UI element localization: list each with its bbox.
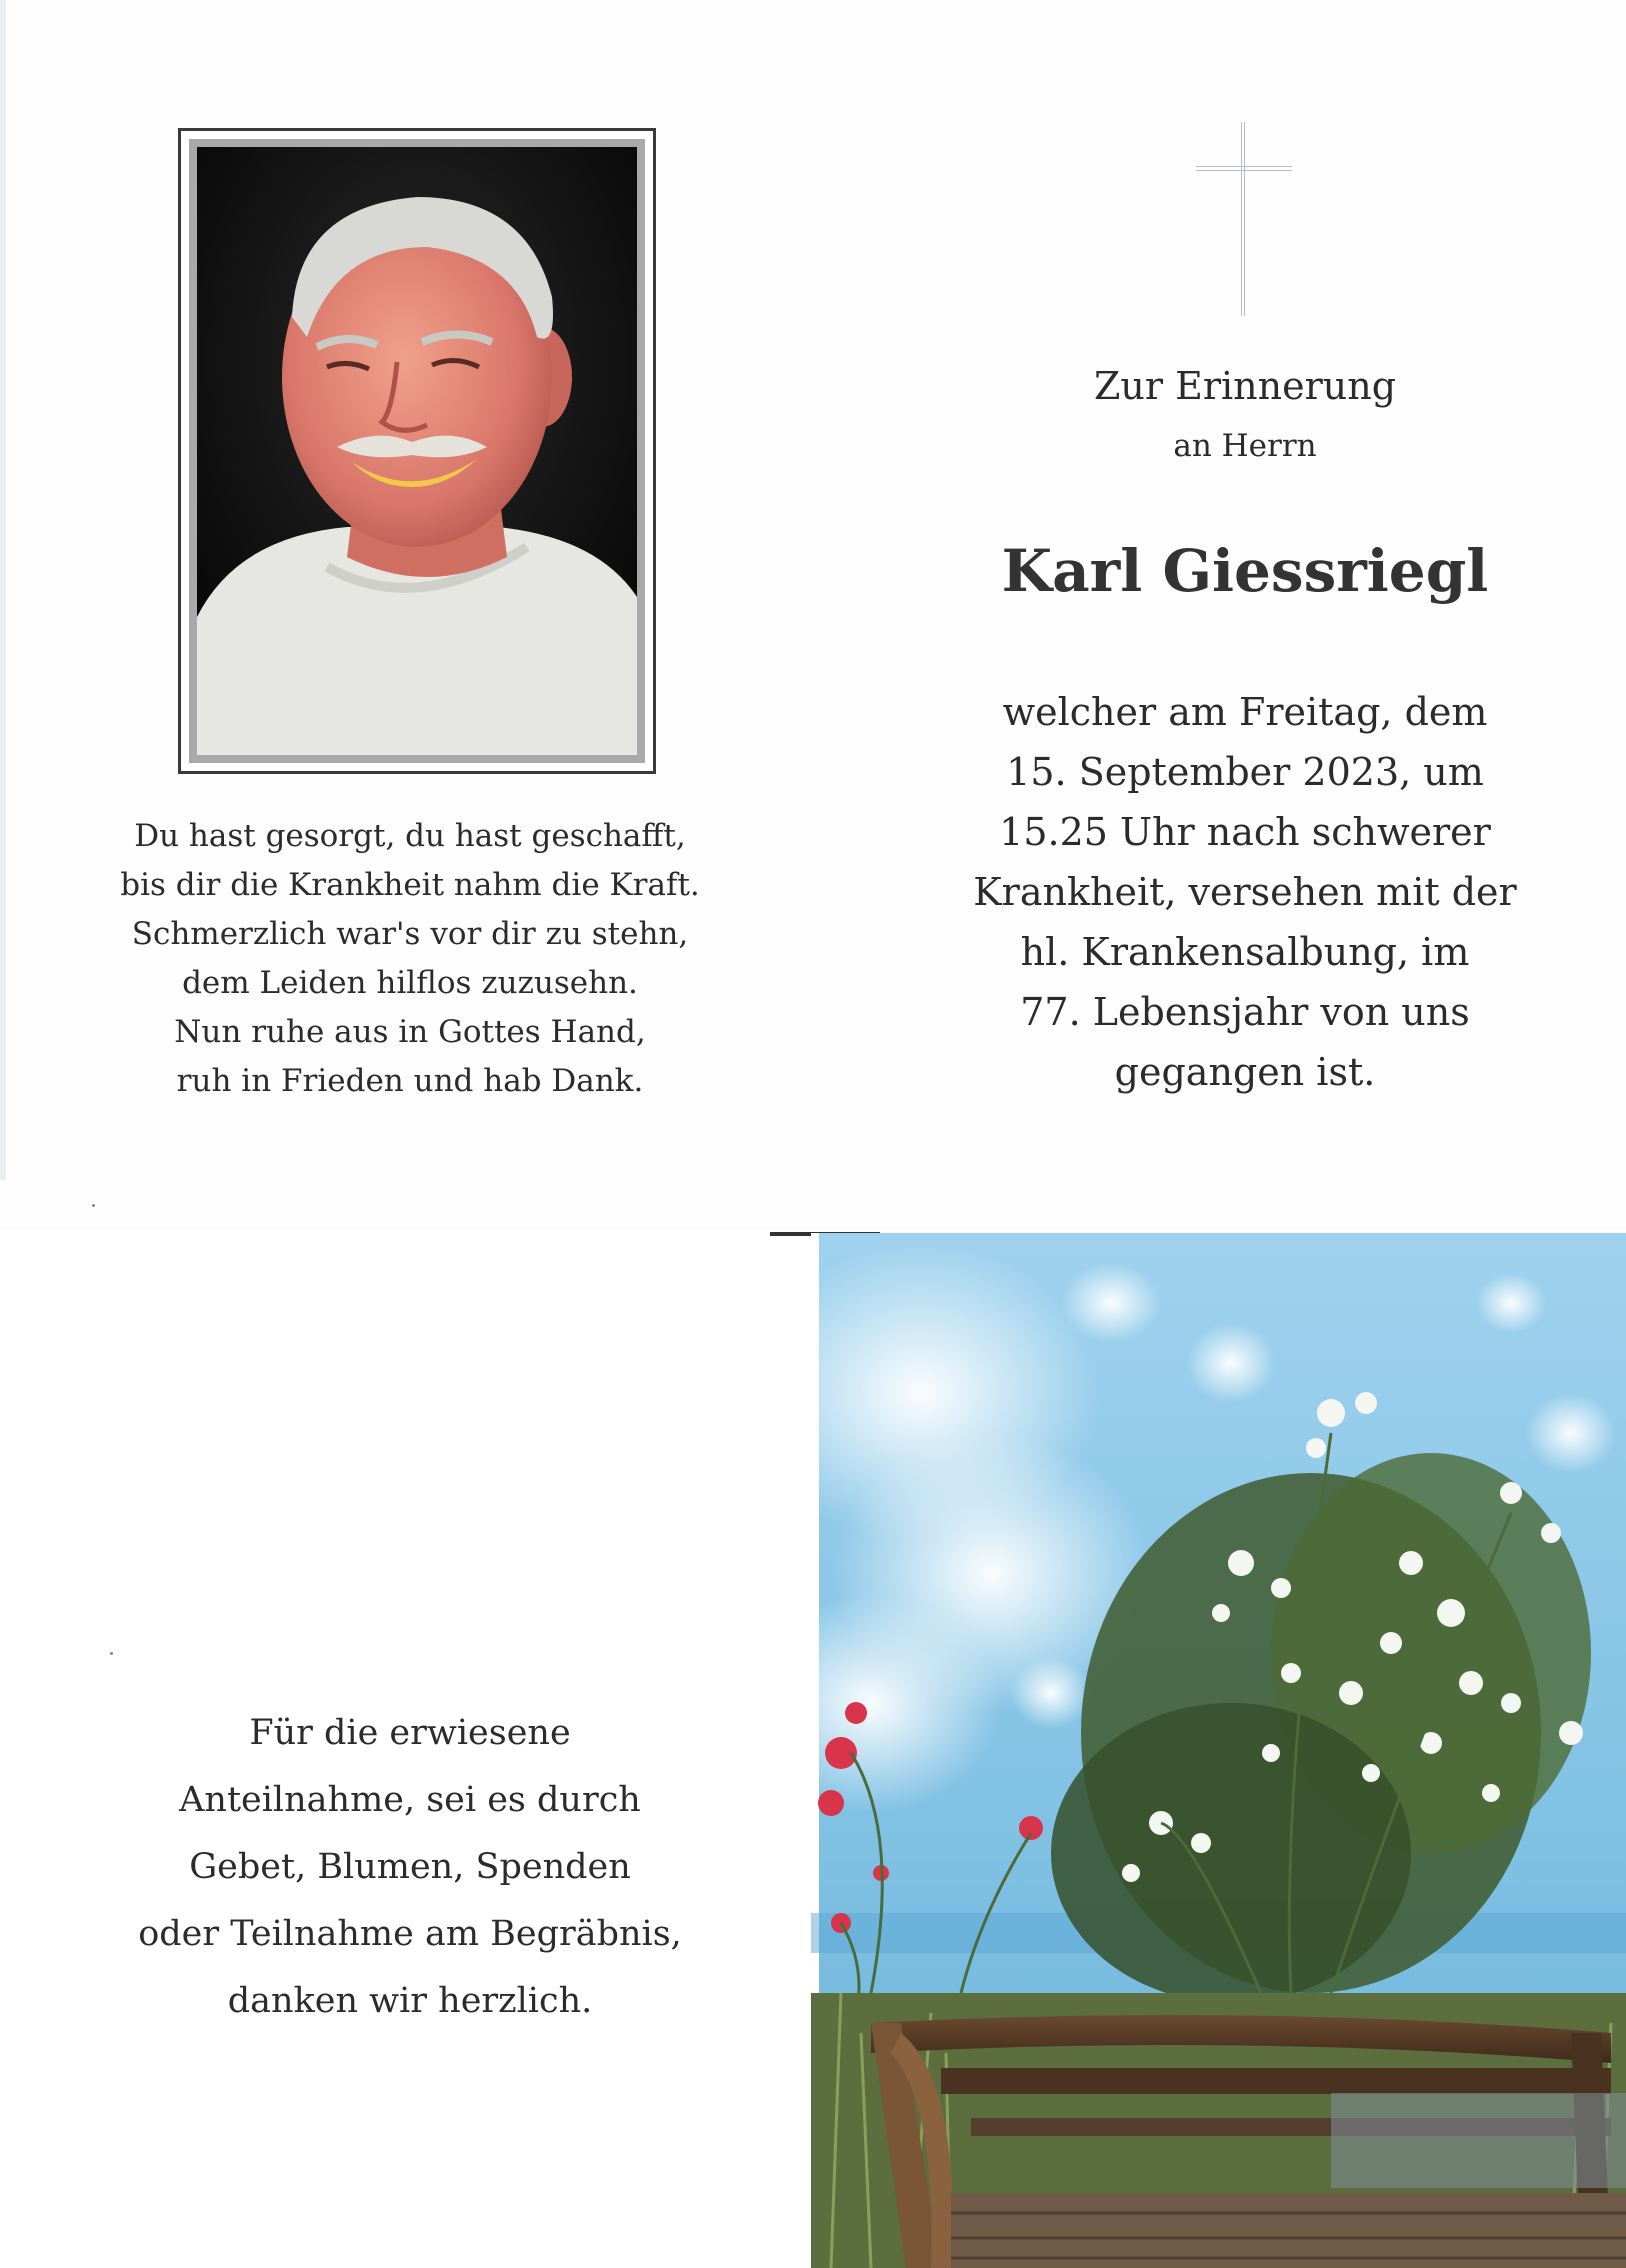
memorial-title: Zur Erinnerung — [1093, 364, 1397, 408]
scan-edge — [0, 0, 6, 1180]
portrait-frame — [178, 128, 656, 774]
announcement-line: hl. Krankensalbung, im — [1020, 930, 1470, 974]
portrait-illustration — [197, 147, 637, 755]
announcement-line: welcher am Freitag, dem — [1002, 690, 1488, 734]
cross-vertical-beam — [1241, 122, 1245, 316]
poem-line: bis dir die Krankheit nahm die Kraft. — [120, 867, 700, 903]
thank-you-text — [80, 1700, 740, 2035]
garden-illustration — [811, 1233, 1626, 2268]
cross-horizontal-beam — [1196, 166, 1292, 171]
announcement-line: Krankheit, versehen mit der — [973, 870, 1517, 914]
death-announcement — [930, 682, 1560, 1102]
thanks-line: oder Teilnahme am Begräbnis, — [138, 1914, 682, 1954]
cross-icon — [1196, 122, 1292, 316]
poem-line: Schmerzlich war's vor dir zu stehn, — [131, 916, 689, 952]
announcement-line: gegangen ist. — [1114, 1050, 1376, 1094]
announcement-line: 15.25 Uhr nach schwerer — [999, 810, 1491, 854]
poem-line: Du hast gesorgt, du hast geschafft, — [134, 818, 686, 854]
poem-line: Nun ruhe aus in Gottes Hand, — [174, 1014, 646, 1050]
announcement-line: 77. Lebensjahr von uns — [1020, 990, 1470, 1034]
poem-line: dem Leiden hilflos zuzusehn. — [182, 965, 638, 1001]
memorial-poem — [60, 812, 760, 1106]
scan-speck — [110, 1652, 113, 1655]
memorial-subtitle: an Herrn — [1173, 428, 1317, 464]
poem-line: ruh in Frieden und hab Dank. — [176, 1063, 644, 1099]
garden-bench-roses-photo — [811, 1233, 1626, 2268]
scan-speck — [92, 1204, 95, 1207]
deceased-name: Karl Giessriegl — [1001, 537, 1489, 605]
thanks-line: danken wir herzlich. — [227, 1981, 593, 2021]
thanks-line: Gebet, Blumen, Spenden — [189, 1847, 631, 1887]
thanks-line: Für die erwiesene — [249, 1713, 571, 1753]
portrait-photo — [197, 147, 637, 755]
thanks-line: Anteilnahme, sei es durch — [179, 1780, 641, 1820]
announcement-line: 15. September 2023, um — [1006, 750, 1484, 794]
